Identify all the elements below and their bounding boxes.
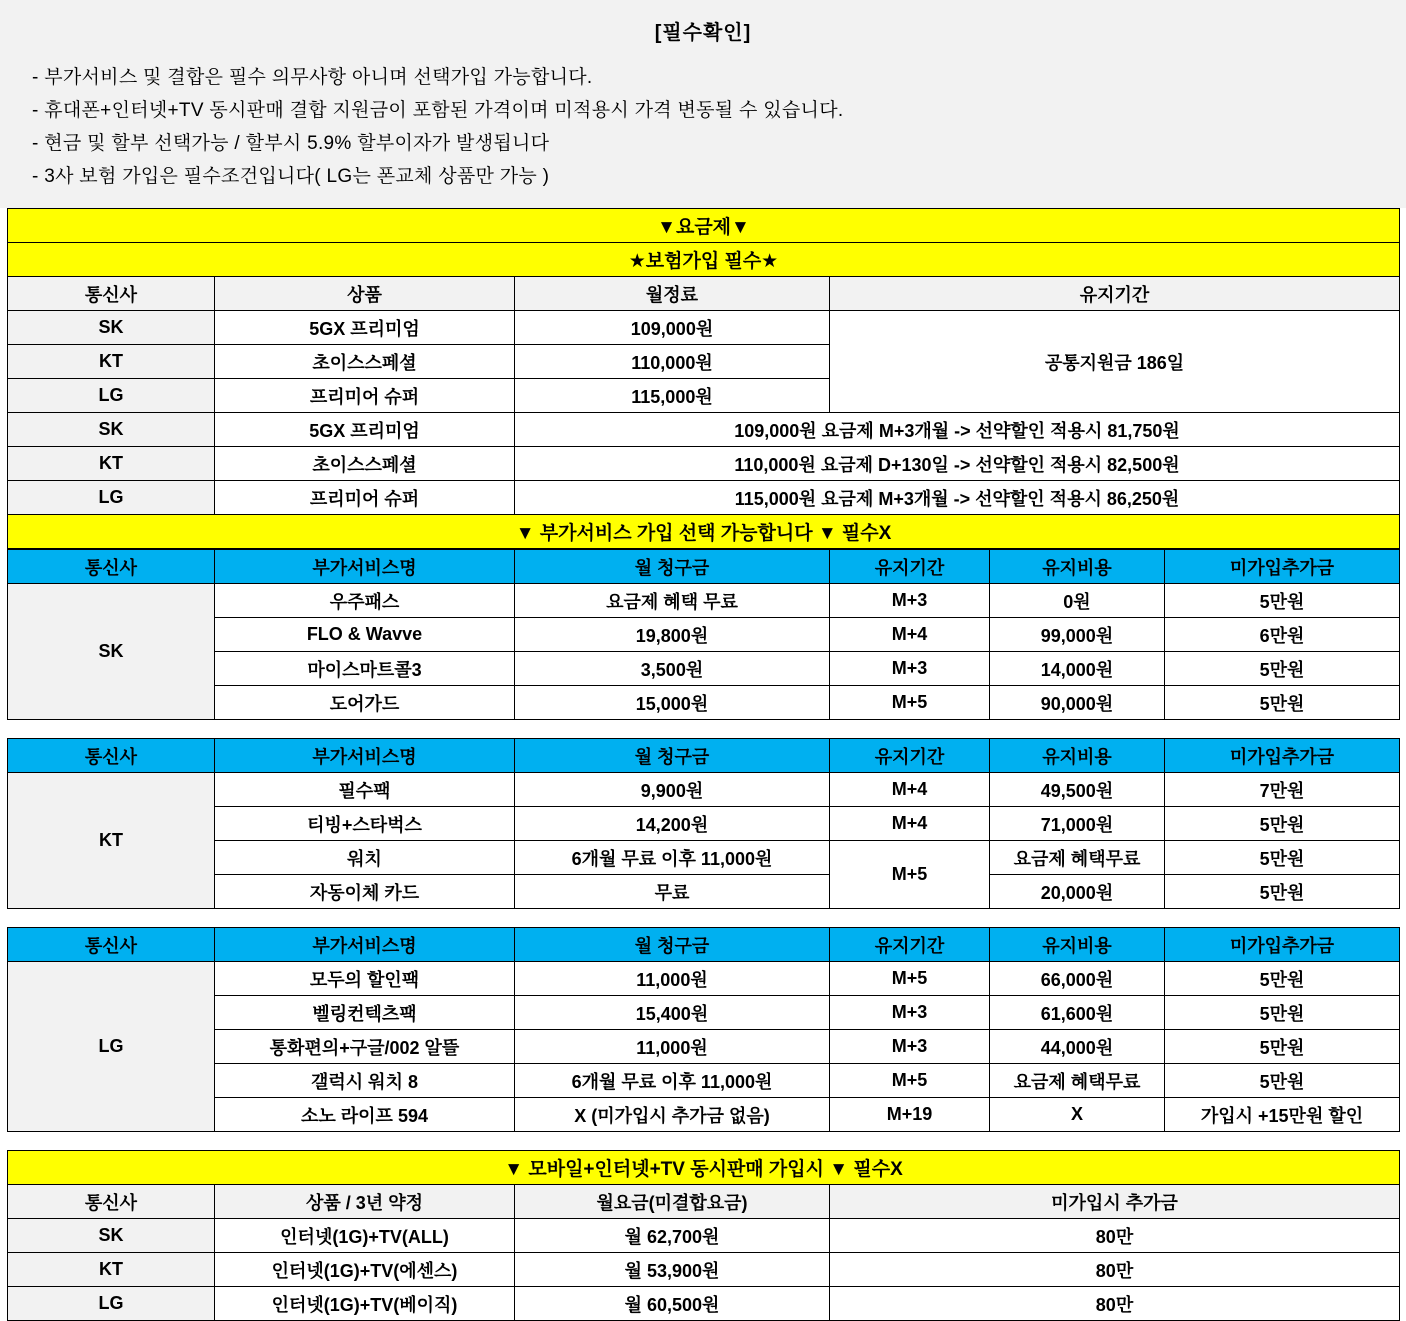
table-row	[8, 875, 1400, 909]
combo-banner: ▼ 모바일+인터넷+TV 동시판매 가입시 ▼ 필수X	[8, 1151, 1400, 1185]
cell-addon-name: FLO & Wavve	[215, 618, 515, 652]
cell-carrier: KT	[8, 1253, 215, 1287]
cell-monthly: 3,500원	[515, 652, 830, 686]
col-header-carrier: 통신사	[8, 550, 215, 584]
cell-product: 인터넷(1G)+TV(에센스)	[215, 1253, 515, 1287]
cell-penalty: 5만원	[1165, 686, 1400, 720]
col-header-period: 유지기간	[830, 550, 990, 584]
cell-product: 프리미어 슈퍼	[215, 481, 515, 515]
cell-period: M+4	[830, 773, 990, 807]
cell-product: 초이스스페셜	[215, 447, 515, 481]
col-header-period: 유지기간	[830, 277, 1400, 311]
table-row	[8, 243, 1400, 277]
cell-monthly: 9,900원	[515, 773, 830, 807]
table-header-row	[8, 928, 1400, 962]
table-row	[8, 1219, 1400, 1253]
cell-penalty: 7만원	[1165, 773, 1400, 807]
cell-period: M+4	[830, 618, 990, 652]
cell-cost: 49,500원	[990, 773, 1165, 807]
col-header-monthly: 월 청구금	[515, 550, 830, 584]
table-row	[8, 773, 1400, 807]
table-row	[8, 311, 1400, 345]
cell-product: 5GX 프리미엄	[215, 413, 515, 447]
col-header-cost: 유지비용	[990, 928, 1165, 962]
cell-penalty: 5만원	[1165, 996, 1400, 1030]
notice-line: - 현금 및 할부 선택가능 / 할부시 5.9% 할부이자가 발생됩니다	[32, 133, 550, 154]
cell-monthly: 월 53,900원	[515, 1253, 830, 1287]
cell-cost: 66,000원	[990, 962, 1165, 996]
col-header-addon-name: 부가서비스명	[215, 739, 515, 773]
col-header-period: 유지기간	[830, 928, 990, 962]
cell-monthly: 11,000원	[515, 962, 830, 996]
cell-penalty: 80만	[830, 1219, 1400, 1253]
cell-monthly: 월 62,700원	[515, 1219, 830, 1253]
cell-penalty: 80만	[830, 1287, 1400, 1321]
col-header-fee: 월정료	[515, 277, 830, 311]
notice-line: - 3사 보험 가입은 필수조건입니다( LG는 폰교체 상품만 가능 )	[32, 166, 550, 187]
cell-fee: 110,000원	[515, 345, 830, 379]
cell-fee: 109,000원	[515, 311, 830, 345]
cell-addon-name: 벨링컨텍츠팩	[215, 996, 515, 1030]
cell-product: 인터넷(1G)+TV(베이직)	[215, 1287, 515, 1321]
cell-discount-detail: 115,000원 요금제 M+3개월 -> 선약할인 적용시 86,250원	[515, 481, 1400, 515]
cell-addon-name: 소노 라이프 594	[215, 1098, 515, 1132]
table-row	[8, 1287, 1400, 1321]
cell-monthly: 15,400원	[515, 996, 830, 1030]
table-header-row	[8, 739, 1400, 773]
cell-monthly: 15,000원	[515, 686, 830, 720]
cell-product: 프리미어 슈퍼	[215, 379, 515, 413]
table-row	[8, 209, 1400, 243]
section-spacer	[0, 1132, 1406, 1150]
cell-period: M+3	[830, 584, 990, 618]
cell-monthly: X (미가입시 추가금 없음)	[515, 1098, 830, 1132]
cell-cost: 44,000원	[990, 1030, 1165, 1064]
cell-penalty: 5만원	[1165, 1030, 1400, 1064]
table-row	[8, 686, 1400, 720]
cell-cost: 99,000원	[990, 618, 1165, 652]
table-row	[8, 841, 1400, 875]
cell-carrier: LG	[8, 1287, 215, 1321]
cell-carrier: KT	[8, 773, 215, 909]
cell-carrier: LG	[8, 962, 215, 1132]
cell-addon-name: 갤럭시 워치 8	[215, 1064, 515, 1098]
cell-carrier: SK	[8, 311, 215, 345]
notice-title: [필수확인]	[654, 22, 752, 44]
cell-carrier: LG	[8, 481, 215, 515]
col-header-carrier: 통신사	[8, 277, 215, 311]
cell-period: M+5	[830, 841, 990, 909]
cell-period: M+4	[830, 807, 990, 841]
combo-table	[7, 1150, 1400, 1321]
table-row	[8, 481, 1400, 515]
col-header-monthly: 월 청구금	[515, 928, 830, 962]
col-header-carrier: 통신사	[8, 1185, 215, 1219]
cell-period: M+5	[830, 1064, 990, 1098]
col-header-penalty: 미가입추가금	[1165, 550, 1400, 584]
plan-table-wrap	[0, 208, 1406, 549]
cell-monthly: 6개월 무료 이후 11,000원	[515, 1064, 830, 1098]
table-row	[8, 618, 1400, 652]
section-spacer	[0, 909, 1406, 927]
cell-discount-detail: 109,000원 요금제 M+3개월 -> 선약할인 적용시 81,750원	[515, 413, 1400, 447]
cell-penalty: 5만원	[1165, 875, 1400, 909]
lg-addon-table-wrap	[0, 927, 1406, 1132]
table-row	[8, 1151, 1400, 1185]
cell-period: M+5	[830, 686, 990, 720]
col-header-monthly: 월요금(미결합요금)	[515, 1185, 830, 1219]
notice-block	[0, 0, 1406, 208]
cell-monthly: 6개월 무료 이후 11,000원	[515, 841, 830, 875]
cell-product: 5GX 프리미엄	[215, 311, 515, 345]
cell-penalty: 5만원	[1165, 841, 1400, 875]
cell-period-merged: 공통지원금 186일	[830, 311, 1400, 413]
cell-carrier: KT	[8, 345, 215, 379]
cell-penalty: 5만원	[1165, 807, 1400, 841]
cell-period: M+3	[830, 996, 990, 1030]
cell-monthly: 14,200원	[515, 807, 830, 841]
cell-carrier: SK	[8, 413, 215, 447]
col-header-addon-name: 부가서비스명	[215, 550, 515, 584]
plan-table	[7, 208, 1400, 549]
cell-period: M+5	[830, 962, 990, 996]
cell-monthly: 19,800원	[515, 618, 830, 652]
cell-penalty: 6만원	[1165, 618, 1400, 652]
cell-monthly: 월 60,500원	[515, 1287, 830, 1321]
table-header-row	[8, 277, 1400, 311]
sk-addon-table-wrap	[0, 549, 1406, 720]
col-header-addon-name: 부가서비스명	[215, 928, 515, 962]
col-header-penalty: 미가입시 추가금	[830, 1185, 1400, 1219]
cell-monthly: 11,000원	[515, 1030, 830, 1064]
kt-addon-table-wrap	[0, 738, 1406, 909]
col-header-period: 유지기간	[830, 739, 990, 773]
cell-cost: 요금제 혜택무료	[990, 1064, 1165, 1098]
cell-cost: 90,000원	[990, 686, 1165, 720]
section-spacer	[0, 720, 1406, 738]
table-row	[8, 584, 1400, 618]
table-row	[8, 996, 1400, 1030]
col-header-product: 상품 / 3년 약정	[215, 1185, 515, 1219]
plan-banner-2: ★보험가입 필수★	[8, 243, 1400, 277]
cell-penalty: 가입시 +15만원 할인	[1165, 1098, 1400, 1132]
cell-discount-detail: 110,000원 요금제 D+130일 -> 선약할인 적용시 82,500원	[515, 447, 1400, 481]
kt-addon-table	[7, 738, 1400, 909]
cell-carrier: KT	[8, 447, 215, 481]
col-header-penalty: 미가입추가금	[1165, 928, 1400, 962]
cell-cost: X	[990, 1098, 1165, 1132]
col-header-carrier: 통신사	[8, 739, 215, 773]
cell-addon-name: 우주패스	[215, 584, 515, 618]
table-row	[8, 447, 1400, 481]
cell-addon-name: 워치	[215, 841, 515, 875]
table-row	[8, 962, 1400, 996]
cell-carrier: SK	[8, 1219, 215, 1253]
table-row	[8, 1253, 1400, 1287]
cell-penalty: 5만원	[1165, 1064, 1400, 1098]
cell-penalty: 80만	[830, 1253, 1400, 1287]
addon-banner: ▼ 부가서비스 가입 선택 가능합니다 ▼ 필수X	[8, 515, 1400, 549]
col-header-cost: 유지비용	[990, 550, 1165, 584]
cell-penalty: 5만원	[1165, 652, 1400, 686]
notice-line: - 부가서비스 및 결합은 필수 의무사항 아니며 선택가입 가능합니다.	[32, 67, 593, 88]
lg-addon-table	[7, 927, 1400, 1132]
cell-addon-name: 마이스마트콜3	[215, 652, 515, 686]
table-row	[8, 413, 1400, 447]
cell-penalty: 5만원	[1165, 584, 1400, 618]
cell-cost: 61,600원	[990, 996, 1165, 1030]
table-row	[8, 1064, 1400, 1098]
cell-product: 인터넷(1G)+TV(ALL)	[215, 1219, 515, 1253]
table-row	[8, 1098, 1400, 1132]
cell-cost: 0원	[990, 584, 1165, 618]
table-header-row	[8, 1185, 1400, 1219]
col-header-product: 상품	[215, 277, 515, 311]
cell-cost: 20,000원	[990, 875, 1165, 909]
cell-monthly: 요금제 혜택 무료	[515, 584, 830, 618]
cell-cost: 14,000원	[990, 652, 1165, 686]
cell-fee: 115,000원	[515, 379, 830, 413]
cell-period: M+3	[830, 1030, 990, 1064]
col-header-cost: 유지비용	[990, 739, 1165, 773]
cell-monthly: 무료	[515, 875, 830, 909]
cell-addon-name: 필수팩	[215, 773, 515, 807]
table-header-row	[8, 550, 1400, 584]
notice-line: - 휴대폰+인터넷+TV 동시판매 결합 지원금이 포함된 가격이며 미적용시 가격 변동될 수 있습니다.	[32, 100, 844, 121]
col-header-monthly: 월 청구금	[515, 739, 830, 773]
sk-addon-table	[7, 549, 1400, 720]
col-header-carrier: 통신사	[8, 928, 215, 962]
cell-addon-name: 도어가드	[215, 686, 515, 720]
plan-banner-1: ▼요금제▼	[8, 209, 1400, 243]
combo-table-wrap	[0, 1150, 1406, 1321]
cell-cost: 71,000원	[990, 807, 1165, 841]
cell-penalty: 5만원	[1165, 962, 1400, 996]
cell-period: M+3	[830, 652, 990, 686]
col-header-penalty: 미가입추가금	[1165, 739, 1400, 773]
cell-addon-name: 자동이체 카드	[215, 875, 515, 909]
cell-period: M+19	[830, 1098, 990, 1132]
cell-addon-name: 통화편의+구글/002 알뜰	[215, 1030, 515, 1064]
table-row	[8, 652, 1400, 686]
cell-carrier: SK	[8, 584, 215, 720]
table-row	[8, 1030, 1400, 1064]
cell-addon-name: 티빙+스타벅스	[215, 807, 515, 841]
cell-product: 초이스스페셜	[215, 345, 515, 379]
cell-carrier: LG	[8, 379, 215, 413]
table-row	[8, 515, 1400, 549]
cell-cost: 요금제 혜택무료	[990, 841, 1165, 875]
cell-addon-name: 모두의 할인팩	[215, 962, 515, 996]
table-row	[8, 807, 1400, 841]
